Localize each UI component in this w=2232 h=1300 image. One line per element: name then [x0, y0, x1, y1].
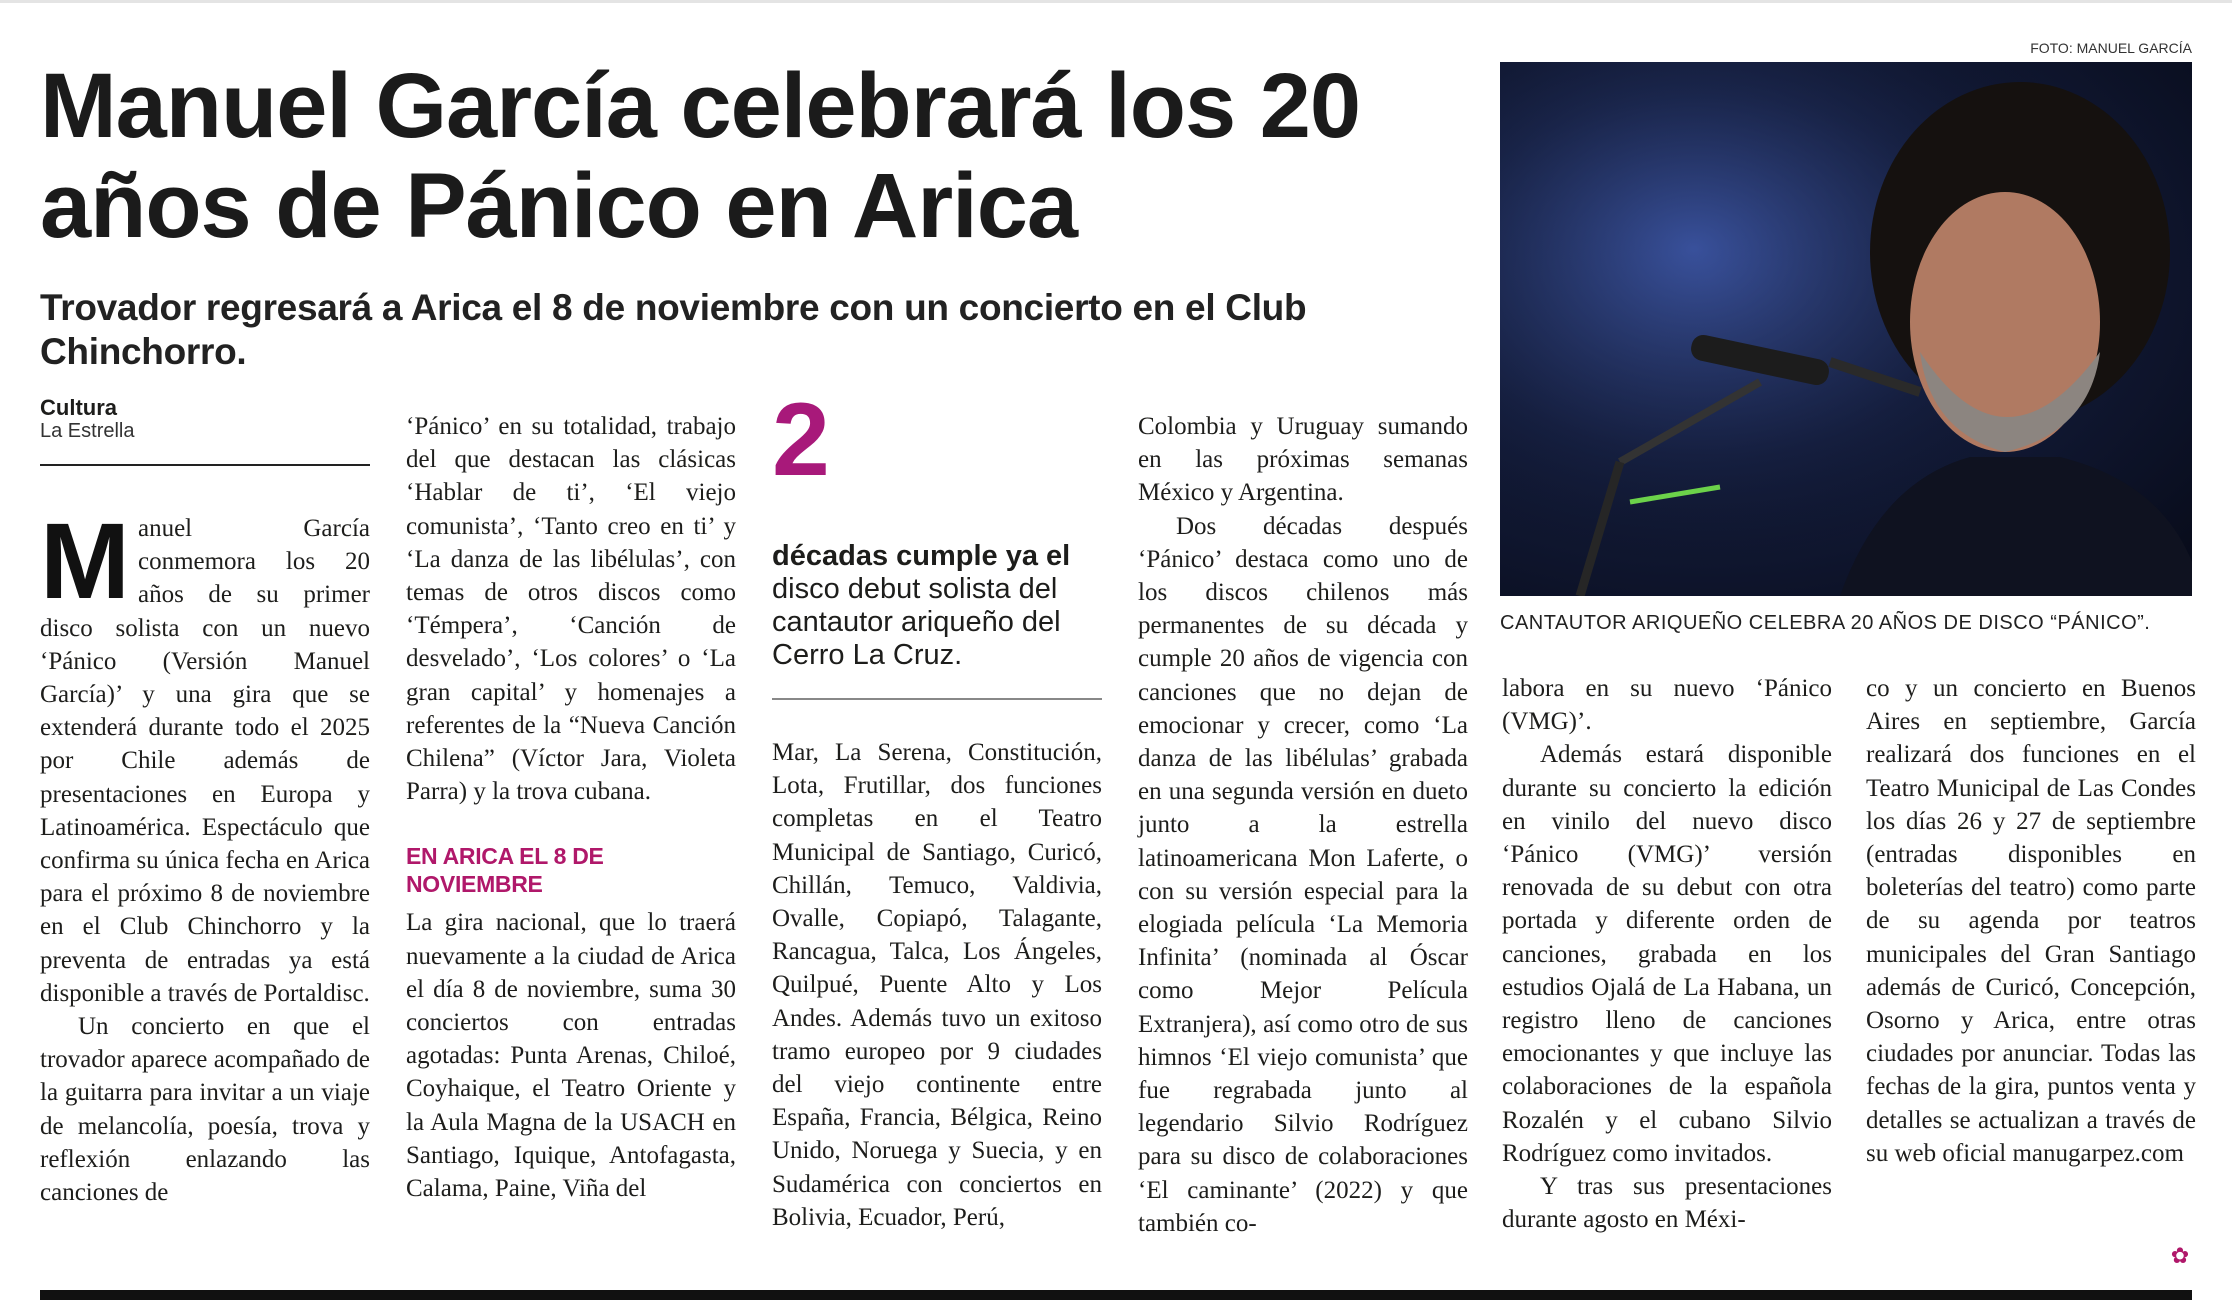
- column-2-paragraph-2: La gira nacional, que lo traerá nuevamente a la ciudad de Arica el día 8 de noviembre, suma 30 conciertos con entradas agotadas: Punta Arenas, Chiloé, Coyhaique, el Teatro Oriente y la Aula Magna de la USACH en Santiago, Iquique, Antofagasta, Calama, Paine, Viña del: [406, 909, 736, 1203]
- bottom-rule: [40, 1290, 2192, 1300]
- dropcap: M: [40, 500, 130, 621]
- column-6: [1866, 672, 2196, 1170]
- column-6-paragraph-1: co y un concierto en Buenos Aires en septiembre, García realizará dos funciones en el Teatro Municipal de Las Condes los días 26 y 27 de septiembre (entradas disponibles en boleterías del teatro) como parte de su agenda por teatros municipales del Gran Santiago además de Curicó, Concepción, Osorno y Arica, entre otras ciudades por anunciar. Todas las fechas de la gira, puntos venta y detalles se actualizan a través de su web oficial manugarpez.com: [1866, 675, 2196, 1167]
- section-source: La Estrella: [40, 420, 135, 442]
- column-5-paragraph-1: labora en su nuevo ‘Pánico (VMG)’.: [1502, 675, 1832, 736]
- stat-rule: [772, 698, 1102, 700]
- photo-credit: FOTO: MANUEL GARCÍA: [2030, 40, 2192, 56]
- column-5-paragraph-3: Y tras sus presentaciones durante agosto en Méxi-: [1502, 1173, 1832, 1234]
- column-2: [406, 410, 736, 1205]
- section-rule: [40, 464, 370, 466]
- column-4: [1138, 410, 1468, 1240]
- column-4-paragraph-1: Colombia y Uruguay sumando en las próximas semanas México y Argentina.: [1138, 413, 1468, 507]
- photo-caption: CANTAUTOR ARIQUEÑO CELEBRA 20 AÑOS DE DISCO “PÁNICO”.: [1500, 612, 2151, 634]
- column-3-paragraph-1: Mar, La Serena, Constitución, Lota, Frutillar, dos funciones completas en el Teatro Municipal de Santiago, Curicó, Chillán, Temuco, Valdivia, Ovalle, Copiapó, Talagante, Rancagua, Talca, Los Ángeles, Quilpué, Puente Alto y Los Andes. Además tuvo un exitoso tramo europeo por 9 ciudades del viejo continente entre España, Francia, Bélgica, Reino Unido, Noruega y Suecia, y en Sudamérica con conciertos en Bolivia, Ecuador, Perú,: [772, 739, 1102, 1231]
- section-subtitle: EN ARICA EL 8 DE NOVIEMBRE: [406, 843, 604, 898]
- column-3: [772, 736, 1102, 1234]
- stat-text: [772, 540, 1102, 672]
- section-name: Cultura: [40, 395, 117, 420]
- column-1: [40, 500, 370, 1209]
- stat-text-bold: décadas cumple ya el: [772, 540, 1071, 572]
- column-2-paragraph-1: ‘Pánico’ en su totalidad, trabajo del que destacan las clásicas ‘Hablar de ti’, ‘El viejo comunista’, ‘Tanto creo en ti’ y ‘La danza de las libélulas’, con temas de otros discos como ‘Témpera’, ‘Canción de desvelado’, ‘Los colores’ o ‘La gran capital’ y homenajes a referentes de la “Nueva Canción Chilena” (Víctor Jara, Violeta Parra) y la trova cubana.: [406, 413, 736, 806]
- section-label: [40, 396, 370, 442]
- stat-text-body: disco debut solista del cantautor ariqueño del Cerro La Cruz.: [772, 573, 1061, 671]
- column-5-paragraph-2: Además estará disponible durante su concierto la edición en vinilo del nuevo disco ‘Pánico (VMG)’ versión renovada de su debut con otra portada y diferente orden de canciones, grabada en los estudios Ojalá de La Habana, un registro lleno de canciones emocionantes y que incluye las colaboraciones de la española Rozalén y el cubano Silvio Rodríguez como invitados.: [1502, 741, 1832, 1167]
- column-1-paragraph-1: anuel García conmemora los 20 años de su primer disco solista con un nuevo ‘Pánico (Versión Manuel García)’ y una gira que se extenderá durante todo el 2025 por Chile además de presentaciones en Europa y Latinoamérica. Espectáculo que confirma su única fecha en Arica para el próximo 8 de noviembre en el Club Chinchorro y la preventa de entradas ya está disponible a través de Portaldisc.: [40, 515, 370, 1007]
- column-4-paragraph-2: Dos décadas después ‘Pánico’ destaca como uno de los discos chilenos más permanentes de su década y cumple 20 años de vigencia con canciones que no dejan de emocionar y crecer, como ‘La danza de las libélulas’ grabada en una segunda versión en dueto junto a la estrella latinoamericana Mon Laferte, o con su versión especial para la elogiada película ‘La Memoria Infinita’ (nominada al Óscar como Mejor Película Extranjera), así como otro de sus himnos ‘El viejo comunista’ que fue regrabada junto al legendario Silvio Rodríguez para su disco de colaboraciones ‘El caminante’ (2022) y que también co-: [1138, 512, 1468, 1237]
- column-1-paragraph-2: Un concierto en que el trovador aparece acompañado de la guitarra para invitar a un viaje de melancolía, poesía, trova y reflexión enlazando las canciones de: [40, 1013, 370, 1207]
- paragraph: [40, 500, 370, 1010]
- subhead: Trovador regresará a Arica el 8 de noviembre con un concierto en el Club Chinchorro.: [40, 287, 1307, 372]
- end-mark-icon: ✿: [2170, 1243, 2190, 1268]
- top-rule: [0, 0, 2232, 3]
- headline: Manuel García celebrará los 20 años de Pánico en Arica: [40, 55, 1361, 257]
- stat-number: 2: [772, 382, 830, 498]
- column-5: [1502, 672, 1832, 1236]
- article-photo: [1500, 62, 2192, 596]
